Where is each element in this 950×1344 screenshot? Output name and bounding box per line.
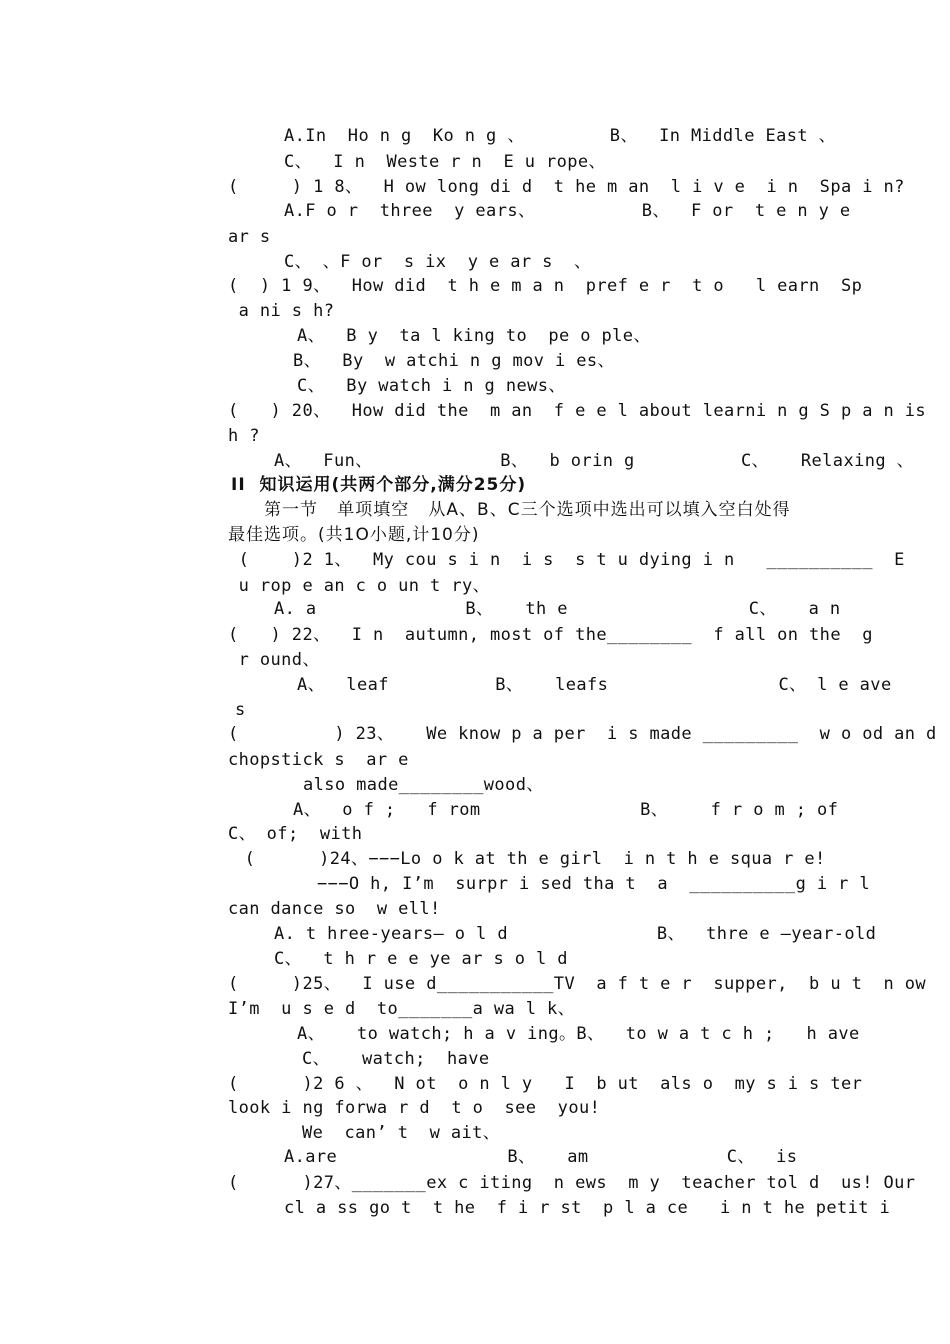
q17-option-c: C、 I n Weste r n E u rope、 xyxy=(284,152,606,172)
q19-option-a: A、 B y ta l king to pe o ple、 xyxy=(297,326,651,346)
q20-options: A、 Fun、 B、 b orin g C、 Relaxing 、 xyxy=(274,451,915,471)
question-20: ( ) 20、 How did the m an f e e l about learni n g S p a n is xyxy=(228,401,927,421)
q24-options-a-b: A. t hree-years— o l d B、 thre e —year-old xyxy=(274,924,877,944)
q18-option-c: C、 、F or s ix y e ar s 、 xyxy=(284,252,592,272)
question-22-wrap: r ound、 xyxy=(228,650,320,670)
question-22: ( ) 22、 I n autumn, most of the________ f all on the g xyxy=(228,625,873,645)
question-26-line3: We can’ t w ait、 xyxy=(302,1123,501,1143)
question-21-wrap: u rop e an c o un t ry、 xyxy=(228,576,491,596)
question-24-reply: −−−O h, I’m surpr i sed tha t a __________g i r l xyxy=(317,874,871,894)
q23-options-a-b: A、 o f ; f rom B、 f r o m ; of xyxy=(293,800,839,820)
question-23-wrap: chopstick s ar e xyxy=(228,750,409,770)
question-23-line3: also made________wood、 xyxy=(303,775,544,795)
question-26-wrap: look i ng forwa r d t o see you! xyxy=(228,1098,601,1118)
question-24-wrap: can dance so w ell! xyxy=(228,899,441,919)
q18-option-b-wrap: ar s xyxy=(228,227,271,247)
question-27: ( )27、_______ex c iting n ews m y teacher tol d us! Our xyxy=(228,1173,916,1193)
question-21: ( )2 1、 My cou s i n i s s t u dying i n __________ E xyxy=(228,550,905,570)
question-26: ( )2 6 、 N ot o n l y I b ut als o my s i s ter xyxy=(228,1074,863,1094)
q23-option-c: C、 of; with xyxy=(228,824,363,844)
question-24: ( )24、−−−Lo o k at th e girl i n t h e squa r e! xyxy=(234,849,826,869)
question-25-wrap: I’m u s e d to_______a wa l k、 xyxy=(228,999,576,1019)
q19-option-c: C、 By watch i n g news、 xyxy=(297,376,566,396)
question-19: ( ) 1 9、 How did t h e m a n pref e r t o l earn Sp xyxy=(228,276,863,296)
q25-option-c: C、 watch; have xyxy=(302,1049,490,1069)
q26-options: A.are B、 am C、 is xyxy=(284,1147,798,1167)
question-18: ( ) 1 8、 H ow long di d t he m an l i v e i n Spa i n? xyxy=(228,177,905,197)
question-20-wrap: h ? xyxy=(228,426,260,446)
q21-options: A. a B、 th e C、 a n xyxy=(274,599,841,619)
q25-options-a-b: A、 to watch; h a v ing。B、 to w a t c h ; h ave xyxy=(297,1024,860,1044)
section-instructions: 第一节 单项填空 从A、B、C三个选项中选出可以填入空白处得 xyxy=(264,500,791,520)
question-25: ( )25、 I use d___________TV a f t e r supper, b u t n ow xyxy=(228,974,927,994)
q19-option-b: B、 By w atchi n g mov i es、 xyxy=(293,351,615,371)
q22-options: A、 leaf B、 leafs C、 l e ave xyxy=(297,675,892,695)
q18-option-a-b: A.F o r three y ears、 B、 F or t e n y e xyxy=(284,201,851,221)
section-heading: II 知识运用(共两个部分,满分25分) xyxy=(231,475,527,495)
q17-option-a-b: A.In Ho n g Ko n g 、 B、 In Middle East 、 xyxy=(284,126,837,146)
question-19-wrap: a ni s h? xyxy=(228,301,335,321)
question-23: ( ) 23、 We know p a per i s made _________ w o od an d xyxy=(228,724,937,744)
question-27-wrap: cl a ss go t t he f i r st p l a ce i n t he petit i xyxy=(284,1198,891,1218)
section-instructions-wrap: 最佳选项。(共1O小题,计10分) xyxy=(228,525,480,545)
q24-option-c: C、 t h r e e ye ar s o l d xyxy=(274,949,568,969)
q22-options-wrap: s xyxy=(235,700,246,720)
